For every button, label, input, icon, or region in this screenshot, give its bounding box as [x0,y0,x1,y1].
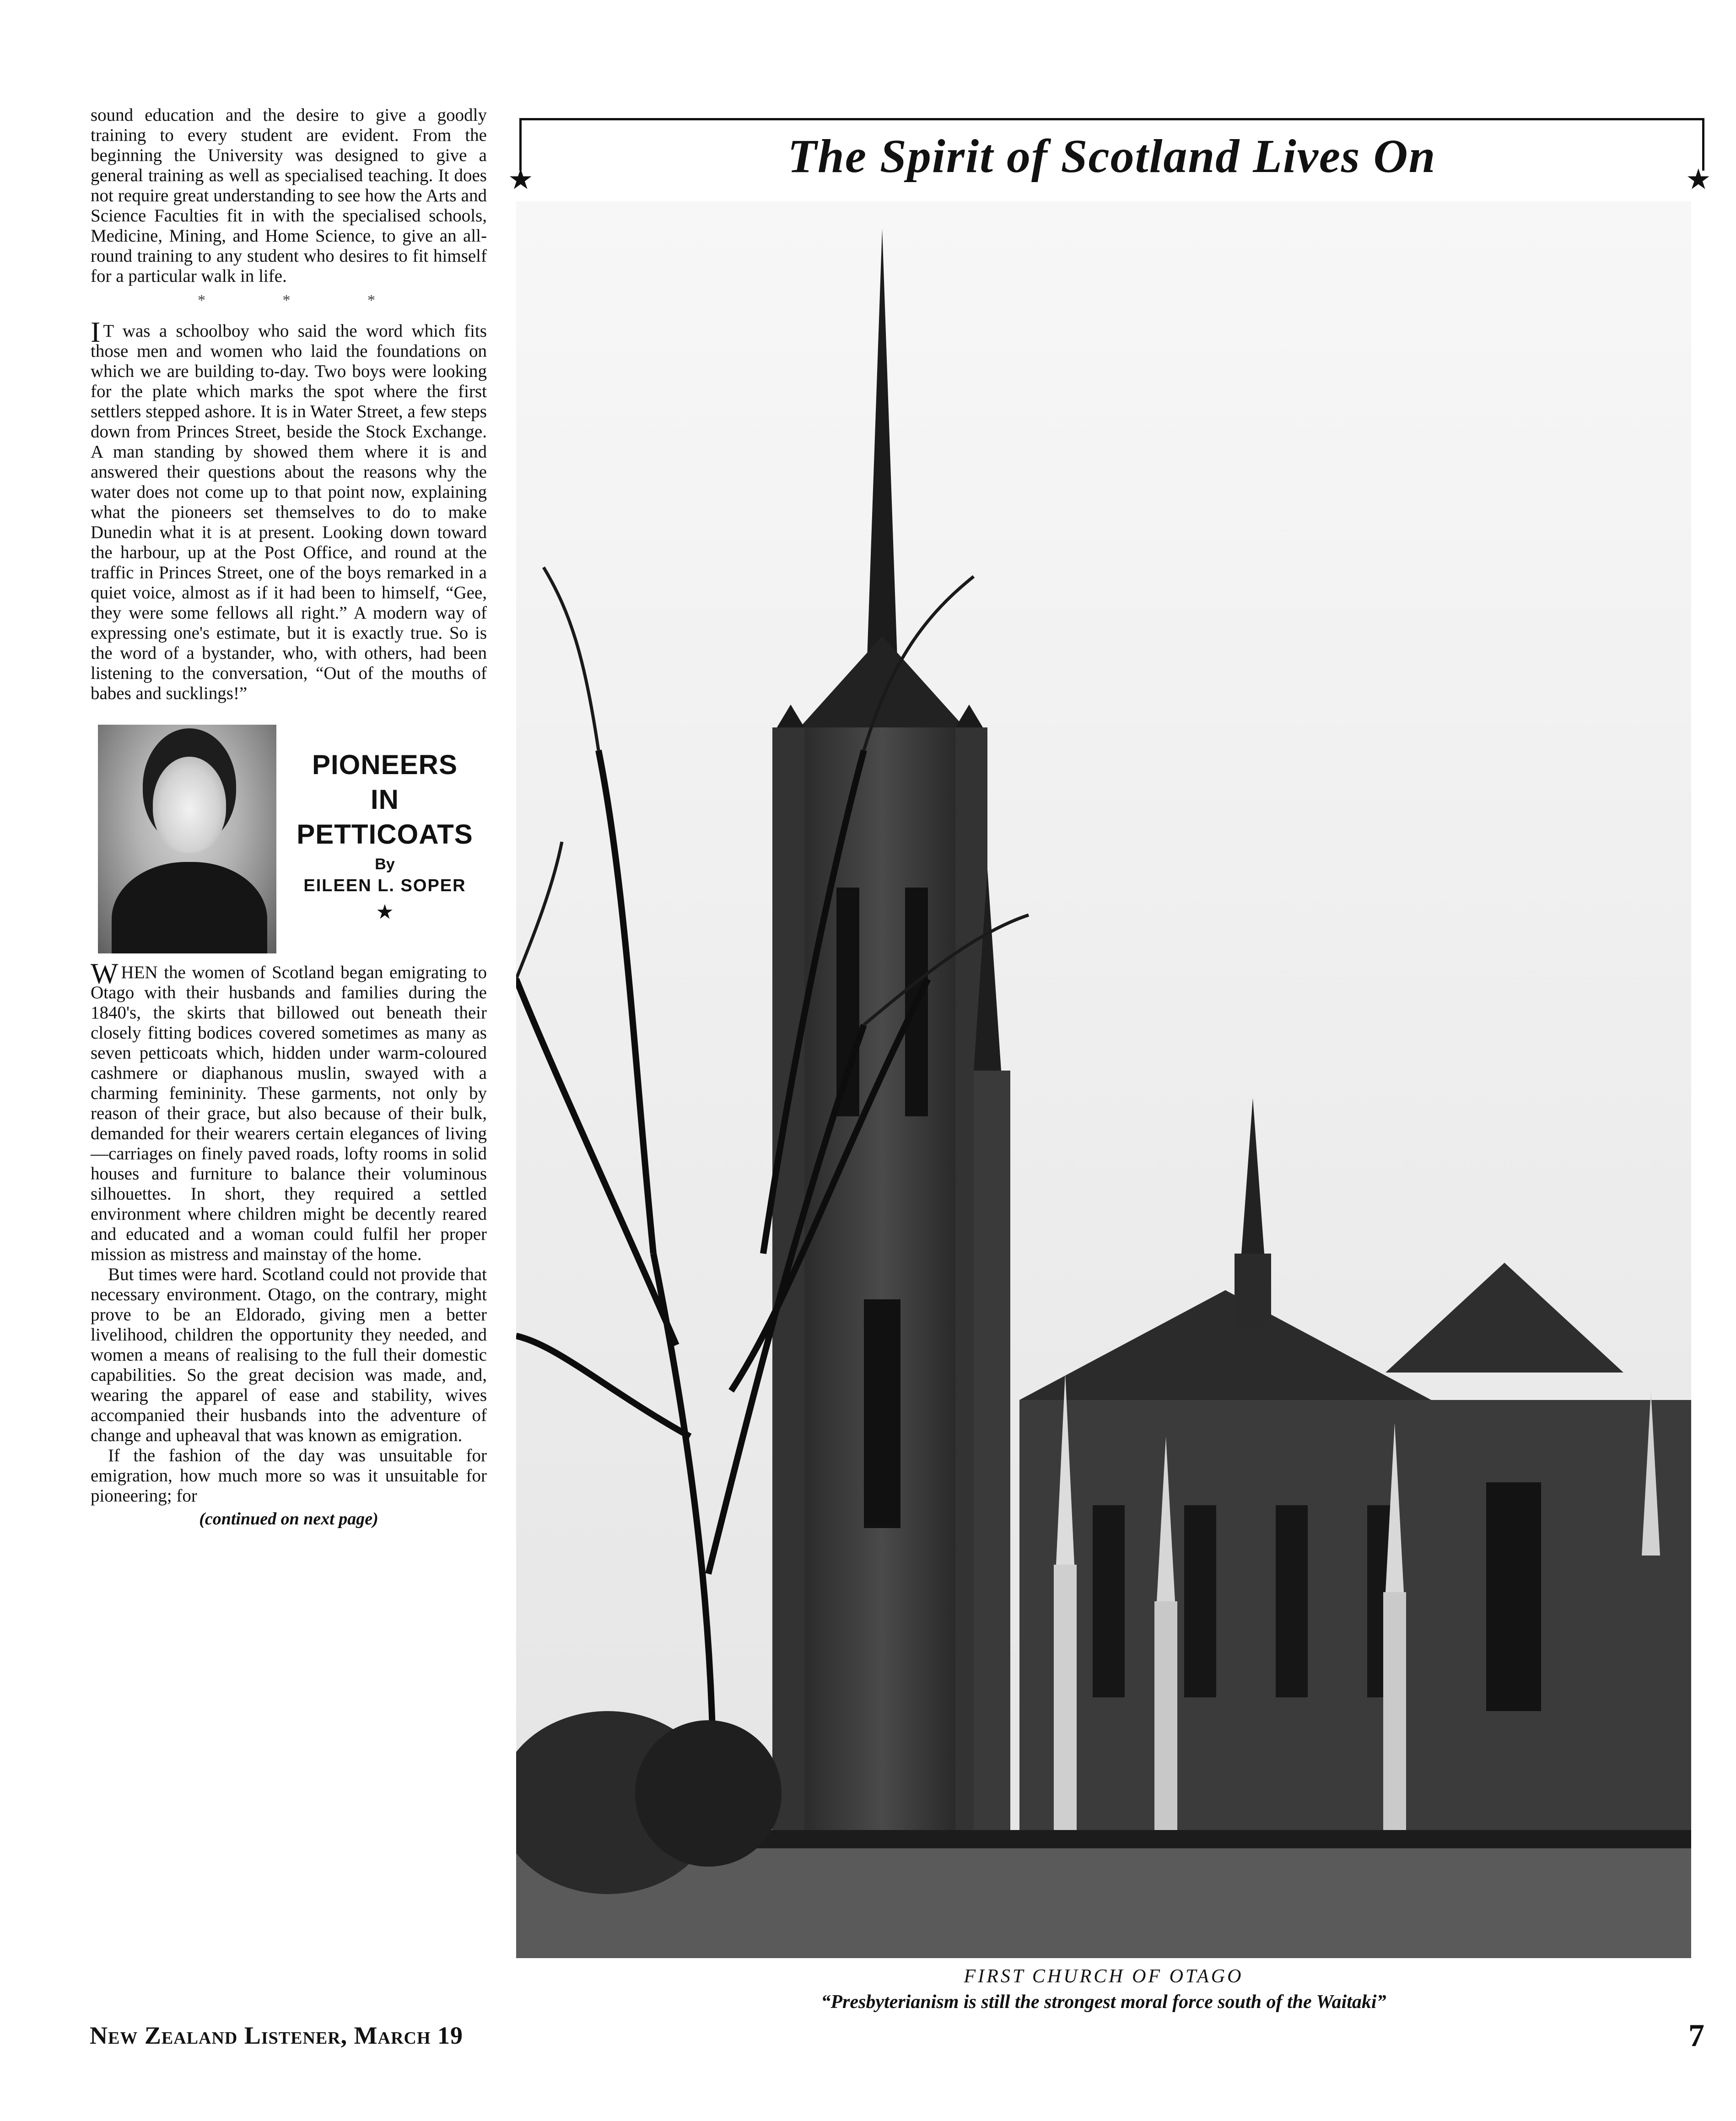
section-divider: * * * [198,292,412,309]
portrait-head [153,757,226,853]
publication-footer: New Zealand Listener, March 19 [90,2022,464,2049]
paragraph-fashion: If the fashion of the day was unsuitable for emigration, how much more so was it unsuitable for pioneering; for [91,1446,487,1506]
portrait-shoulders [112,862,267,953]
paragraph-women-text: HEN the women of Scotland began emigrating to Otago with their husbands and families during the 1840's, the skirts that billowed out beneath their closely fitting bodices covered sometimes as many as seven petticoats which, hidden under warm-coloured cashmere or diaphanous muslin, swayed with a charming femininity. These garments, not only by reason of their grace, but also because of their bulk, demanded for their wearers certain elegances of living—carriages on finely paved roads, lofty rooms in solid houses and furniture to balance their voluminous silhouettes. In short, they required a settled environment where children might be decently reared and educated and a woman could fulfil her proper mission as mistress and mainstay of the home. [91,963,487,1264]
author-name: EILEEN L. SOPER [303,876,466,895]
star-icon: ★ [1686,164,1711,195]
star-icon: ★ [508,164,534,195]
star-icon: ★ [376,901,394,923]
photo-caption-quote: “Presbyterianism is still the strongest moral force south of the Waitaki” [821,1992,1386,2013]
article-title-line3: PETTICOATS [297,819,473,850]
feature-headline: The Spirit of Scotland Lives On [787,130,1436,183]
church-illustration [516,201,1691,1958]
drop-cap-w: W [91,957,119,990]
continued-note: (continued on next page) [199,1509,378,1529]
article-title-line1: PIONEERS [312,749,458,780]
paragraph-schoolboy [91,316,487,704]
paragraph-women [91,957,487,1265]
byline-text [283,748,487,924]
page-number: 7 [1688,2018,1704,2053]
paragraph-education: sound education and the desire to give a goodly training to every student are evident. From the beginning the University was designed to give a general training as well as specialised teaching. It does not require great understanding to see how the Arts and Science Faculties fit in with the specialised schools, Medicine, Mining, and Home Science, to give an all-round training to any student who desires to fit himself for a particular walk in life. [91,105,487,286]
article-byline [91,725,487,963]
author-portrait [98,725,276,953]
paragraph-schoolboy-text: T was a schoolboy who said the word which fits those men and women who laid the foundations on which we are building to-day. Two boys were looking for the plate which marks the spot where the first settlers stepped ashore. It is in Water Street, a few steps down from Princes Street, beside the Stock Exchange. A man standing by showed them where it is and answered their questions about the reasons why the water does not come up to that point now, explaining what the pioneers set themselves to do to make Dunedin what it is at present. Looking down toward the harbour, up at the Post Office, and round at the traffic in Princes Street, one of the boys remarked in a quiet voice, almost as if it had been to himself, “Gee, they were some fellows all right.” A modern way of expressing one's estimate, but it is exactly true. So is the word of a bystander, who, with others, had been listening to the conversation, “Out of the mouths of babes and sucklings!” [91,321,487,703]
article-column [91,105,487,1529]
drop-cap-i: I [91,316,101,348]
paragraph-hard-times: But times were hard. Scotland could not provide that necessary environment. Otago, on the contrary, might prove to be an Eldorado, giving men a better livelihood, children the opportunity they needed, and women a means of realising to the full their domestic capabilities. So the great decision was made, and, wearing the apparel of ease and stability, wives accompanied their husbands into the adventure of change and upheaval that was known as emigration. [91,1265,487,1445]
photo-caption-title: FIRST CHURCH OF OTAGO [964,1966,1244,1987]
article-title-line2: IN [371,784,399,815]
byline-by: By [375,856,395,873]
church-photo [516,201,1691,1958]
